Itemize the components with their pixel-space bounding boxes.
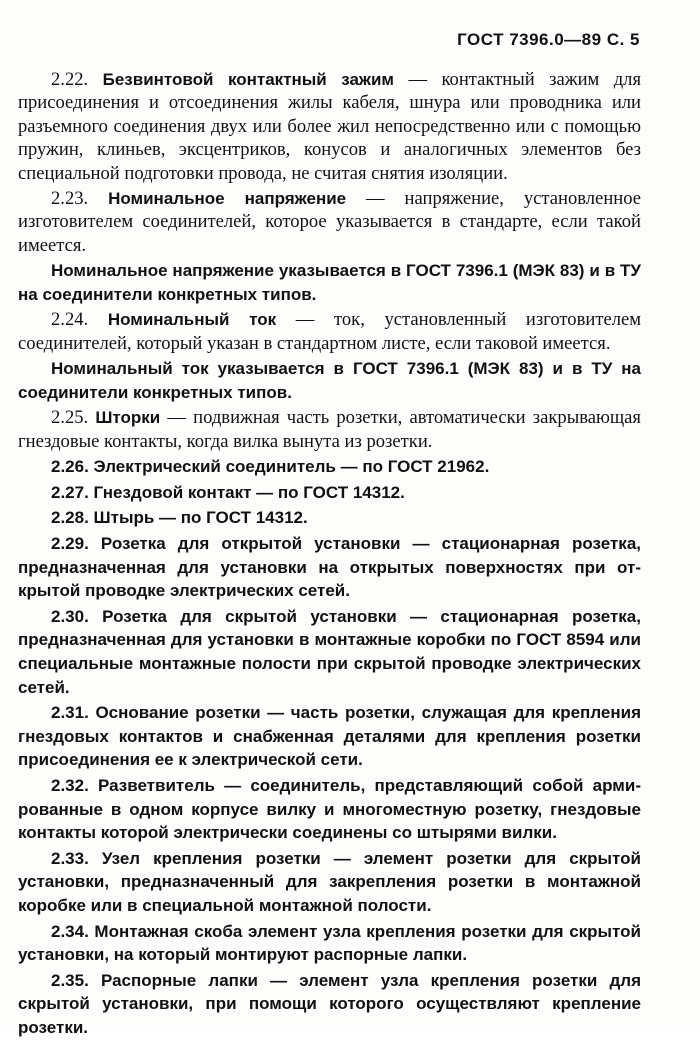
clause-term: Номинальное напряжение [108, 189, 347, 209]
clause-2-22 [18, 68, 641, 185]
clause-2-32: 2.32. Разветвитель — соединитель, представляющий собой армированные в одном корпусе вилку и многоместную розетку, гнездовые контакты которой электрически соединены со штырями вилки. [18, 775, 641, 843]
clause-definition: — напряжение, установленное изготовителем соединителей, которое указывается в стандарте, если такой имеется. [18, 188, 641, 256]
note-rated-current: Номинальный ток указывается в ГОСТ 7396.1 (МЭК 83) и в ТУ на соединители конкретных типов. [18, 359, 641, 402]
clause-2-31: 2.31. Основание розетки — часть розетки, служащая для крепления гнездовых контактов и снабженная деталями для крепления розетки присоединения ее к электрической сети. [18, 703, 641, 770]
clause-term: Безвинтовой контактный зажим [102, 70, 395, 89]
clause-2-30: 2.30. Розетка для скрытой установки — стационарная розетка, предназначенная для установки в монтажные коробки по ГОСТ 8594 или специальные монтажные полости при скрытой проводке электрических сетей. [18, 606, 641, 697]
note-rated-voltage: Номинальное напряжение указывается в ГОСТ 7396.1 (МЭК 83) и в ТУ на соединители конкретных типов. [18, 261, 641, 304]
clause-2-29: 2.29. Розетка для открытой установки — стационарная розетка, предназначенная для установки на открытых поверхностях при открытой проводке электрических сетей. [18, 534, 641, 601]
clause-definition: — ток, установленный изготовителем соединителей, который указан в стандартном листе, если таковой имеется. [18, 309, 641, 354]
clause-definition: — контактный зажим для присоединения и отсоединения жилы кабеля, шнура или проводника или разъемного соединения двух или более жил непосредственно или с помощью пружин, клиньев, эксцентриков, конусов и аналогичных элементов без специальной подготовки провода, не считая снятия изоляции. [18, 69, 642, 184]
clause-2-26: 2.26. Электрический соединитель — по ГОСТ 21962. [51, 457, 490, 477]
clause-number: 2.24. [51, 309, 89, 331]
clause-number: 2.25. [51, 407, 89, 429]
page-header: ГОСТ 7396.0—89 С. 5 [457, 30, 640, 49]
document-body [18, 68, 641, 1042]
clause-2-23 [18, 187, 641, 257]
clause-2-25 [18, 406, 641, 453]
clause-term: Номинальный ток [107, 310, 277, 330]
clause-2-24 [18, 308, 641, 355]
clause-2-35: 2.35. Распорные лапки — элемент узла крепления розетки для скрытой установки, при помощи которого осуществляют крепление розетки. [18, 970, 641, 1037]
clause-number: 2.22. [51, 69, 89, 90]
clause-2-34: 2.34. Монтажная скоба элемент узла крепления розетки для скрытой установки, на который монтируют распорные лапки. [18, 921, 641, 965]
clause-definition: — подвижная часть розетки, автоматически закрывающая гнездовые контакты, когда вилка вынута из розетки. [18, 407, 641, 452]
clause-term: Шторки [95, 408, 161, 428]
clause-2-33: 2.33. Узел крепления розетки — элемент розетки для скрытой установки, предназначенный для закрепления розетки в монтажной коробке или в специальной монтажной полости. [18, 848, 641, 915]
clause-2-28: 2.28. Штырь — по ГОСТ 14312. [51, 508, 308, 528]
clause-number: 2.23. [51, 188, 89, 210]
clause-2-27: 2.27. Гнездовой контакт — по ГОСТ 14312. [51, 482, 405, 502]
